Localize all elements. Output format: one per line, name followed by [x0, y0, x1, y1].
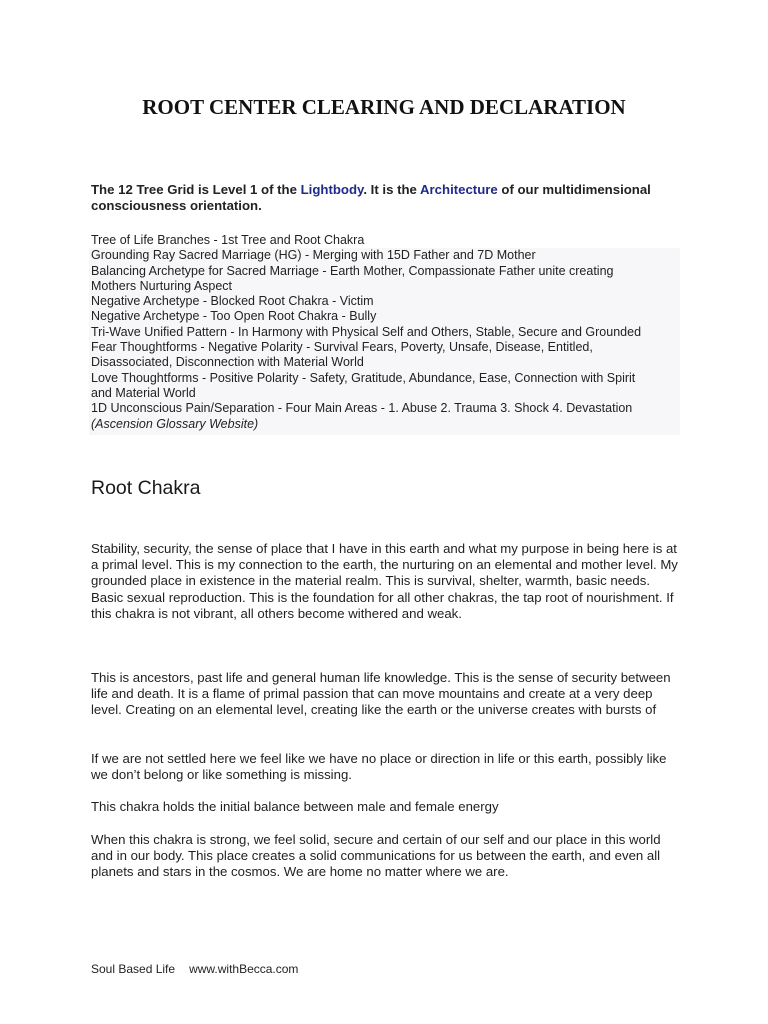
architecture-link[interactable]: Architecture — [420, 182, 498, 197]
glossary-line: Tri-Wave Unified Pattern - In Harmony with Physical Self and Others, Stable, Secure and Grounded — [91, 324, 642, 339]
body-paragraph-5: When this chakra is strong, we feel solid, secure and certain of our self and our place in this world and in our body. This place creates a solid communications for us between the earth, and even all planets and stars in the cosmos. We are home no matter where we are. — [91, 832, 661, 880]
page-title: ROOT CENTER CLEARING AND DECLARATION — [142, 95, 626, 119]
glossary-line: Tree of Life Branches - 1st Tree and Root Chakra — [89, 231, 680, 248]
body-paragraph-2: This is ancestors, past life and general human life knowledge. This is the sense of security between life and death. It is a flame of primal passion that can move mountains and create at a very deep level. Creating on an elemental level, creating like the earth or the universe creates with bursts of — [91, 670, 671, 718]
glossary-citation: (Ascension Glossary Website) — [91, 416, 259, 431]
glossary-line: 1D Unconscious Pain/Separation - Four Main Areas - 1. Abuse 2. Trauma 3. Shock 4. Devastation — [91, 401, 633, 416]
footer-website: www.withBecca.com — [189, 962, 299, 976]
glossary-line: Negative Archetype - Blocked Root Chakra - Victim — [91, 294, 374, 309]
glossary-line: Balancing Archetype for Sacred Marriage - Earth Mother, Compassionate Father unite creating — [91, 263, 614, 278]
section-heading: Root Chakra — [91, 477, 201, 499]
intro-text-1: The 12 Tree Grid is Level 1 of the — [91, 182, 301, 197]
glossary-line: Negative Archetype - Too Open Root Chakra - Bully — [91, 309, 377, 324]
glossary-line: Fear Thoughtforms - Negative Polarity - Survival Fears, Poverty, Unsafe, Disease, Entitled, — [91, 340, 593, 355]
glossary-line: and Material World — [91, 385, 196, 400]
footer-brand: Soul Based Life — [91, 962, 176, 976]
body-paragraph-3: If we are not settled here we feel like we have no place or direction in life or this earth, possibly like we don’t belong or like something is missing. — [91, 751, 667, 783]
intro-text-3: of our multidimensional consciousness orientation. — [91, 182, 651, 213]
lightbody-link[interactable]: Lightbody — [300, 182, 364, 197]
intro-text-2: . It is the — [363, 182, 421, 197]
glossary-line: Mothers Nurturing Aspect — [91, 278, 233, 293]
glossary-line: Love Thoughtforms - Positive Polarity - Safety, Gratitude, Abundance, Ease, Connection with Spirit — [91, 370, 636, 385]
glossary-line: Disassociated, Disconnection with Material World — [91, 355, 364, 370]
page-footer — [91, 962, 298, 976]
intro-paragraph — [91, 182, 681, 214]
glossary-line: Grounding Ray Sacred Marriage (HG) - Merging with 15D Father and 7D Mother — [91, 248, 536, 263]
glossary-block — [89, 231, 680, 435]
body-paragraph-4: This chakra holds the initial balance between male and female energy — [91, 799, 499, 814]
body-paragraph-1: Stability, security, the sense of place that I have in this earth and what my purpose in being here is at a primal level. This is my connection to the earth, the nurturing on an elemental and mother level. My grounded place in existence in the material realm. This is survival, shelter, warmth, basic needs. Basic sexual reproduction. This is the foundation for all other chakras, the tap root of nourishment. If this chakra is not vibrant, all others become withered and weak. — [91, 541, 678, 621]
